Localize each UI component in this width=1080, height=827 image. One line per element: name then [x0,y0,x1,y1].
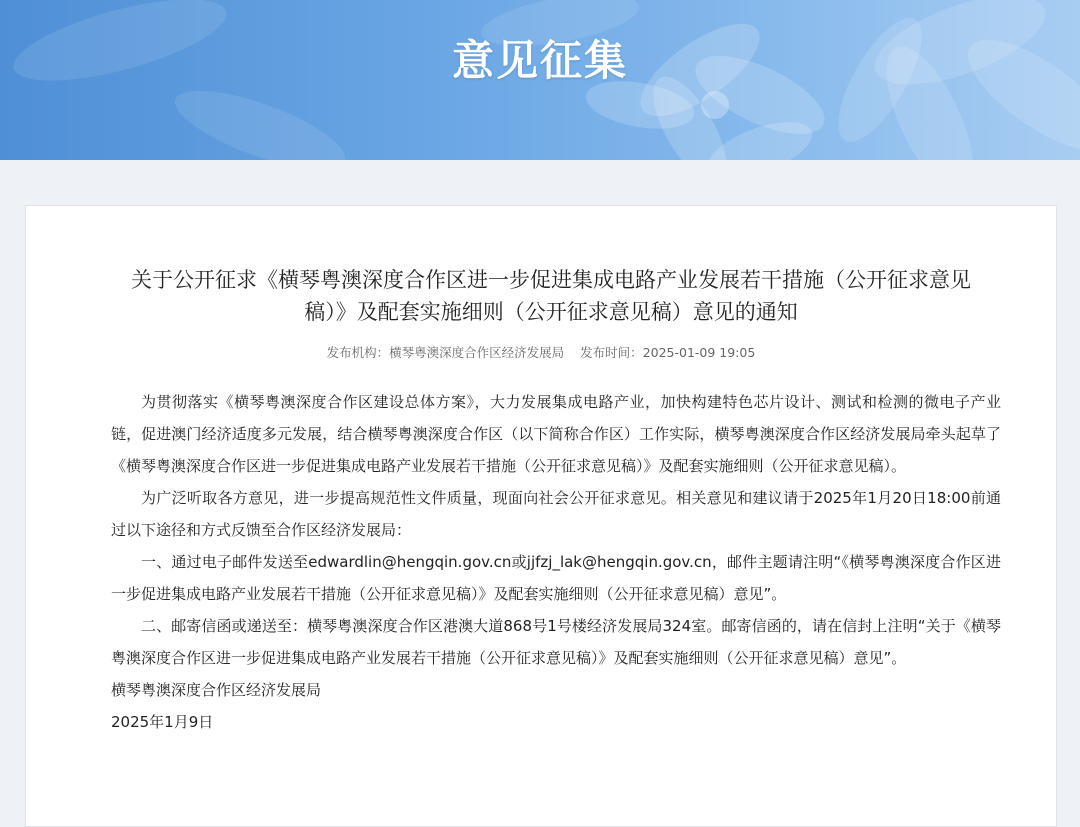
article-title: 关于公开征求《横琴粤澳深度合作区进一步促进集成电路产业发展若干措施（公开征求意见稿）》及配套实施细则（公开征求意见稿）意见的通知 [131,268,971,324]
page-banner [0,0,1080,160]
banner-title: 意见征集 [451,36,628,85]
article-meta [26,343,1056,361]
body-paragraph-request: 为广泛听取各方意见，进一步提高规范性文件质量，现面向社会公开征求意见。相关意见和建议请于2025年1月20日18:00前通过以下途径和方式反馈至合作区经济发展局： [111,489,1001,539]
body-paragraph-intro: 为贯彻落实《横琴粤澳深度合作区建设总体方案》，大力发展集成电路产业，加快构建特色芯片设计、测试和检测的微电子产业链，促进澳门经济适度多元发展，结合横琴粤澳深度合作区（以下简称合作区）工作实际，横琴粤澳深度合作区经济发展局牵头起草了《横琴粤澳深度合作区进一步促进集成电路产业发展若干措施（公开征求意见稿）》及配套实施细则（公开征求意见稿）。 [111,393,1001,475]
publisher-value: 横琴粤澳深度合作区经济发展局 [389,345,565,360]
publisher-label: 发布机构： [326,345,390,360]
body-paragraph-mail: 二、邮寄信函或递送至：横琴粤澳深度合作区港澳大道868号1号楼经济发展局324室。邮寄信函的，请在信封上注明“关于《横琴粤澳深度合作区进一步促进集成电路产业发展若干措施（公开征求意见稿）》及配套实施细则（公开征求意见稿）意见”。 [111,617,1001,667]
publisher-info [327,345,565,360]
publish-time-value: 2025-01-09 19:05 [642,345,756,360]
signature-date: 2025年1月9日 [111,713,214,731]
signature-organization: 横琴粤澳深度合作区经济发展局 [111,681,322,699]
article-card [25,205,1057,827]
body-paragraph-email: 一、通过电子邮件发送至edwardlin@hengqin.gov.cn或jjfzj_lak@hengqin.gov.cn，邮件主题请注明“《横琴粤澳深度合作区进一步促进集成电路产业发展若干措施（公开征求意见稿）》及配套实施细则（公开征求意见稿）意见”。 [111,553,1001,603]
article-body [111,386,1001,738]
publish-time-label: 发布时间： [580,345,643,360]
publish-time-info [580,345,755,360]
